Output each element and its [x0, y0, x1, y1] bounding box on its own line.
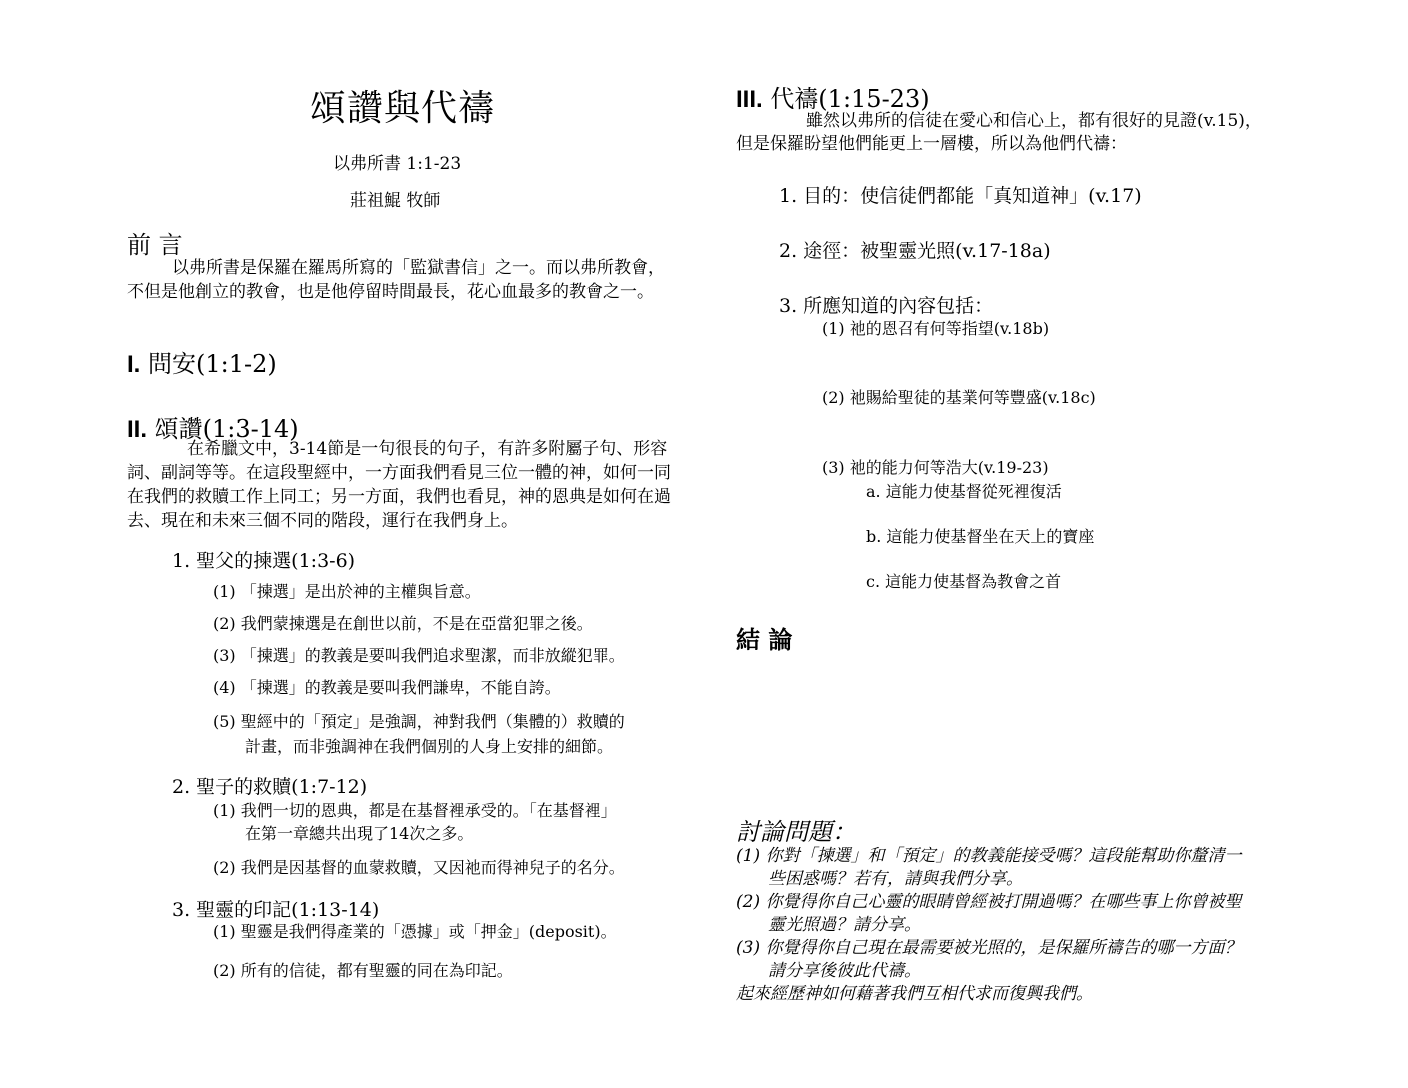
section-3-text-line1: 雖然以弗所的信徒在愛心和信心上，都有很好的見證(v.15)，	[806, 111, 1262, 131]
election-point-5-line1: (5) 聖經中的「預定」是強調，神對我們（集體的）救贖的	[213, 712, 625, 731]
conclusion-heading: 結 論	[736, 625, 793, 654]
page-title: 頌讚與代禱	[310, 88, 496, 129]
seal-point-2: (2) 所有的信徒，都有聖靈的同在為印記。	[213, 961, 513, 980]
prayer-purpose: 1. 目的：使信徒們都能「真知道神」(v.17)	[779, 185, 1142, 207]
scripture-reference: 以弗所書 1:1-23	[333, 154, 462, 174]
discussion-question-2-line2: 靈光照過？請分享。	[768, 915, 921, 935]
section-1-heading	[127, 344, 277, 379]
seal-point-1: (1) 聖靈是我們得產業的「憑據」或「押金」(deposit)。	[213, 922, 617, 941]
prayer-content: 3. 所應知道的內容包括：	[779, 295, 994, 317]
section-3-title: 代禱(1:15-23)	[770, 85, 930, 113]
section-3-numeral: III.	[736, 86, 763, 113]
intro-text: 以弗所書是保羅在羅馬所寫的「監獄書信」之一。而以弗所教會，不但是他創立的教會，也是他停留時間最長，花心血最多的教會之一。	[127, 258, 665, 302]
election-point-5-line2: 計畫，而非強調神在我們個別的人身上安排的細節。	[245, 737, 614, 756]
prayer-content-item-2: (2) 祂賜給聖徒的基業何等豐盛(v.18c)	[822, 388, 1096, 407]
power-point-c: c. 這能力使基督為教會之首	[866, 572, 1062, 591]
sub-heading-son: 2. 聖子的救贖(1:7-12)	[172, 776, 368, 798]
section-2-title: 頌讚(1:3-14)	[154, 415, 299, 443]
discussion-question-1-line2: 些困惑嗎？若有，請與我們分享。	[768, 869, 1023, 889]
discussion-question-3-line1: (3) 你覺得你自己現在最需要被光照的，是保羅所禱告的哪一方面？	[736, 938, 1242, 958]
election-point-4: (4) 「揀選」的教義是要叫我們謙卑，不能自誇。	[213, 678, 561, 697]
election-point-1: (1) 「揀選」是出於神的主權與旨意。	[213, 582, 481, 601]
discussion-question-1-line1: (1) 你對「揀選」和「預定」的教義能接受嗎？這段能幫助你釐清一	[736, 846, 1242, 866]
redemption-point-1-line2: 在第一章總共出現了14次之多。	[245, 824, 474, 843]
power-point-a: a. 這能力使基督從死裡復活	[866, 482, 1062, 501]
section-3-text-line2: 但是保羅盼望他們能更上一層樓，所以為他們代禱：	[736, 134, 1127, 154]
redemption-point-2: (2) 我們是因基督的血蒙救贖，又因祂而得神兒子的名分。	[213, 858, 625, 877]
election-point-2: (2) 我們蒙揀選是在創世以前，不是在亞當犯罪之後。	[213, 614, 593, 633]
discussion-question-2-line1: (2) 你覺得你自己心靈的眼睛曾經被打開過嗎？在哪些事上你曾被聖	[736, 892, 1242, 912]
redemption-point-1-line1: (1) 我們一切的恩典，都是在基督裡承受的。「在基督裡」	[213, 801, 617, 820]
section-2-numeral: II.	[127, 416, 148, 443]
sub-heading-spirit: 3. 聖靈的印記(1:13-14)	[172, 899, 380, 921]
section-1-title: 問安(1:1-2)	[147, 350, 277, 378]
intro-heading: 前 言	[127, 231, 183, 259]
prayer-content-item-1: (1) 祂的恩召有何等指望(v.18b)	[822, 319, 1050, 338]
prayer-means: 2. 途徑：被聖靈光照(v.17-18a)	[779, 240, 1051, 262]
section-1-numeral: I.	[127, 351, 141, 378]
speaker-name: 莊祖鯤 牧師	[350, 191, 441, 211]
discussion-question-3-line2: 請分享後彼此代禱。	[768, 961, 921, 981]
prayer-content-item-3: (3) 祂的能力何等浩大(v.19-23)	[822, 458, 1049, 477]
discussion-heading: 討論問題：	[736, 818, 856, 846]
discussion-closing: 起來經歷神如何藉著我們互相代求而復興我們。	[736, 984, 1093, 1004]
section-2-text: 在希臘文中，3-14節是一句很長的句子，有許多附屬子句、形容詞、副詞等等。在這段聖經中，一方面我們看見三位一體的神，如何一同在我們的救贖工作上同工；另一方面，我們也看見，神的恩典是如何在過去、現在和未來三個不同的階段，運行在我們身上。	[127, 439, 671, 531]
sub-heading-father: 1. 聖父的揀選(1:3-6)	[172, 550, 356, 572]
power-point-b: b. 這能力使基督坐在天上的寶座	[866, 527, 1095, 546]
election-point-3: (3) 「揀選」的教義是要叫我們追求聖潔，而非放縱犯罪。	[213, 646, 625, 665]
